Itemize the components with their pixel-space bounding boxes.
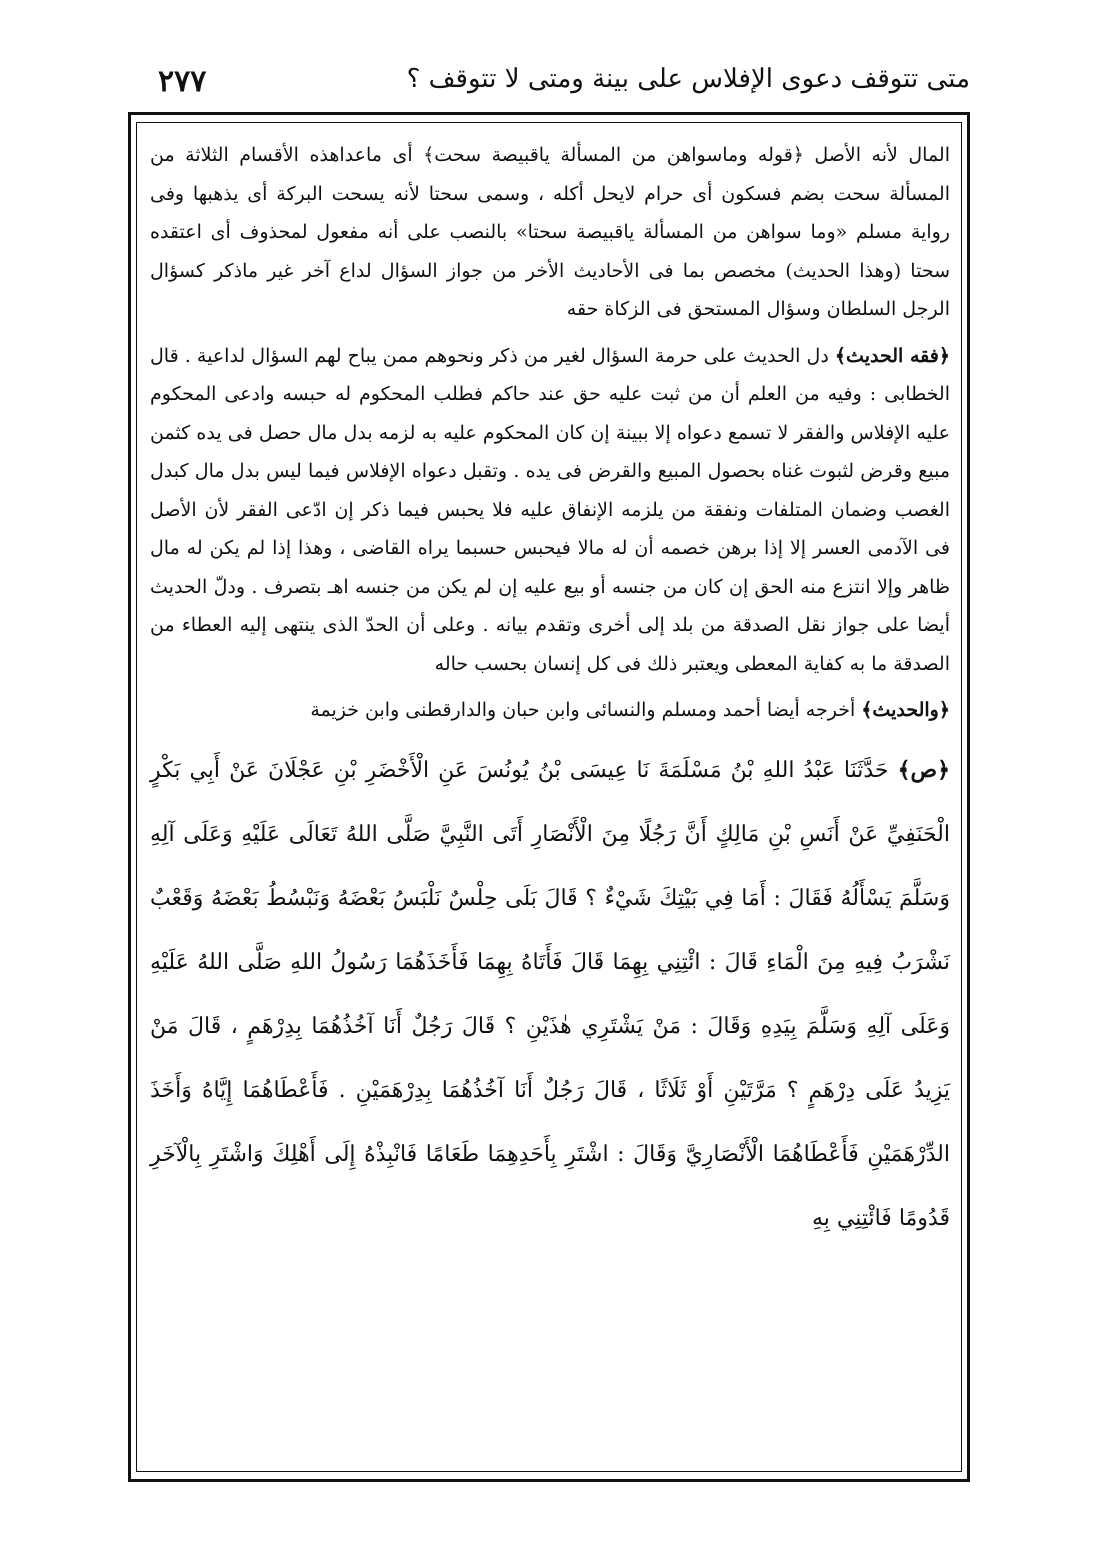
paragraph-text: دل الحديث على حرمة السؤال لغير من ذكر ونحوهم ممن يباح لهم السؤال لداعية . قال الخطابى : وفيه من العلم أن من ثبت عليه حق عند حاكم فطلب المحكوم له حبسه وادعى المحكوم عليه الإفلاس والفقر لا تسمع دعواه إلا ببينة إن كان المحكوم عليه به لزمه بدل مال حصل فى يده كثمن مبيع وقرض لثبوت غناه بحصول المبيع والقرض فى يده . وتقبل دعواه الإفلاس فيما ليس بدل مال كبدل الغصب وضمان المتلفات ونفقة من يلزمه الإنفاق عليه فلا يحبس فيما ذكر إن ادّعى الفقر لأن الأصل فى الآدمى العسر إلا إذا برهن خصمه أن له مالا فيحبس حسبما يراه القاضى ، وهذا إذا لم يكن له مال ظاهر وإلا انتزع منه الحق إن كان من جنسه أو بيع عليه إن لم يكن من جنسه اهـ بتصرف . ودلّ الحديث أيضا على جواز نقل الصدقة من بلد إلى أخرى وتقدم بيانه . وعلى أن الحدّ الذى ينتهى إليه العطاء من الصدقة ما به كفاية المعطى ويعتبر ذلك فى كل إنسان بحسب حاله [150, 344, 950, 675]
hadith-marker: ﴿ص﴾ [897, 756, 950, 783]
section-marker: ﴿والحديث﴾ [861, 699, 950, 721]
commentary-paragraph-1 [150, 136, 950, 329]
hadith-text: حَدَّثَنَا عَبْدُ اللهِ بْنُ مَسْلَمَةَ نَا عِيسَى بْنُ يُونُسَ عَنِ الْأَخْضَرِ بْنِ عَجْلَانَ عَنْ أَبِي بَكْرٍ الْحَنَفِيِّ عَنْ أَنَسِ بْنِ مَالِكٍ أَنَّ رَجُلًا مِنَ الْأَنْصَارِ أَتَى النَّبِيَّ صَلَّى اللهُ تَعَالَى عَلَيْهِ وَعَلَى آلِهِ وَسَلَّمَ يَسْأَلُهُ فَقَالَ : أَمَا فِي بَيْتِكَ شَيْءٌ ؟ قَالَ بَلَى حِلْسٌ نَلْبَسُ بَعْضَهُ وَنَبْسُطُ بَعْضَهُ وَقَعْبٌ نَشْرَبُ فِيهِ مِنَ الْمَاءِ قَالَ : ائْتِنِي بِهِمَا قَالَ فَأَتَاهُ بِهِمَا فَأَخَذَهُمَا رَسُولُ اللهِ صَلَّى اللهُ عَلَيْهِ وَعَلَى آلِهِ وَسَلَّمَ بِيَدِهِ وَقَالَ : مَنْ يَشْتَرِي هٰذَيْنِ ؟ قَالَ رَجُلٌ أَنَا آخُذُهُمَا بِدِرْهَمٍ ، قَالَ مَنْ يَزِيدُ عَلَى دِرْهَمٍ ؟ مَرَّتَيْنِ أَوْ ثَلَاثًا ، قَالَ رَجُلٌ أَنَا آخُذُهُمَا بِدِرْهَمَيْنِ . فَأَعْطَاهُمَا إِيَّاهُ وَأَخَذَ الدِّرْهَمَيْنِ فَأَعْطَاهُمَا الْأَنْصَارِيَّ وَقَالَ : اشْتَرِ بِأَحَدِهِمَا طَعَامًا فَانْبِذْهُ إِلَى أَهْلِكَ وَاشْتَرِ بِالْآخَرِ قَدُومًا فَائْتِنِي بِهِ [150, 757, 950, 1231]
page-number: ٢٧٧ [158, 64, 207, 99]
paragraph-text: أخرجه أيضا أحمد ومسلم والنسائى وابن حبان والدارقطنى وابن خزيمة [310, 699, 856, 721]
section-label: والحديث [872, 699, 939, 721]
commentary-paragraph-fiqh [150, 337, 950, 684]
hadith-label: ص [910, 756, 938, 783]
commentary-paragraph-takhrij [150, 691, 950, 730]
section-marker: ﴿فقه الحديث﴾ [834, 344, 950, 367]
paragraph-text: المال لأنه الأصل ﴿قوله وماسواهن من المسألة ياقبيصة سحت﴾ أى ماعداهذه الأقسام الثلاثة من المسألة سحت بضم فسكون أى حرام لايحل أكله ، وسمى سحتا لأنه يسحت البركة أى يذهبها وفى رواية مسلم «وما سواهن من المسألة ياقبيصة سحتا» بالنصب على أنه مفعول لمحذوف أى اعتقده سحتا (وهذا الحديث) مخصص بما فى الأحاديث الأخر من جواز السؤال لداع آخر غير ماذكر كسؤال الرجل السلطان وسؤال المستحق فى الزكاة حقه [150, 144, 950, 320]
hadith-text-block [150, 738, 950, 1251]
section-label: فقه الحديث [846, 344, 939, 367]
page-header [128, 62, 970, 108]
running-title: متى تتوقف دعوى الإفلاس على بينة ومتى لا تتوقف ؟ [406, 64, 970, 94]
page-body [150, 136, 950, 1456]
